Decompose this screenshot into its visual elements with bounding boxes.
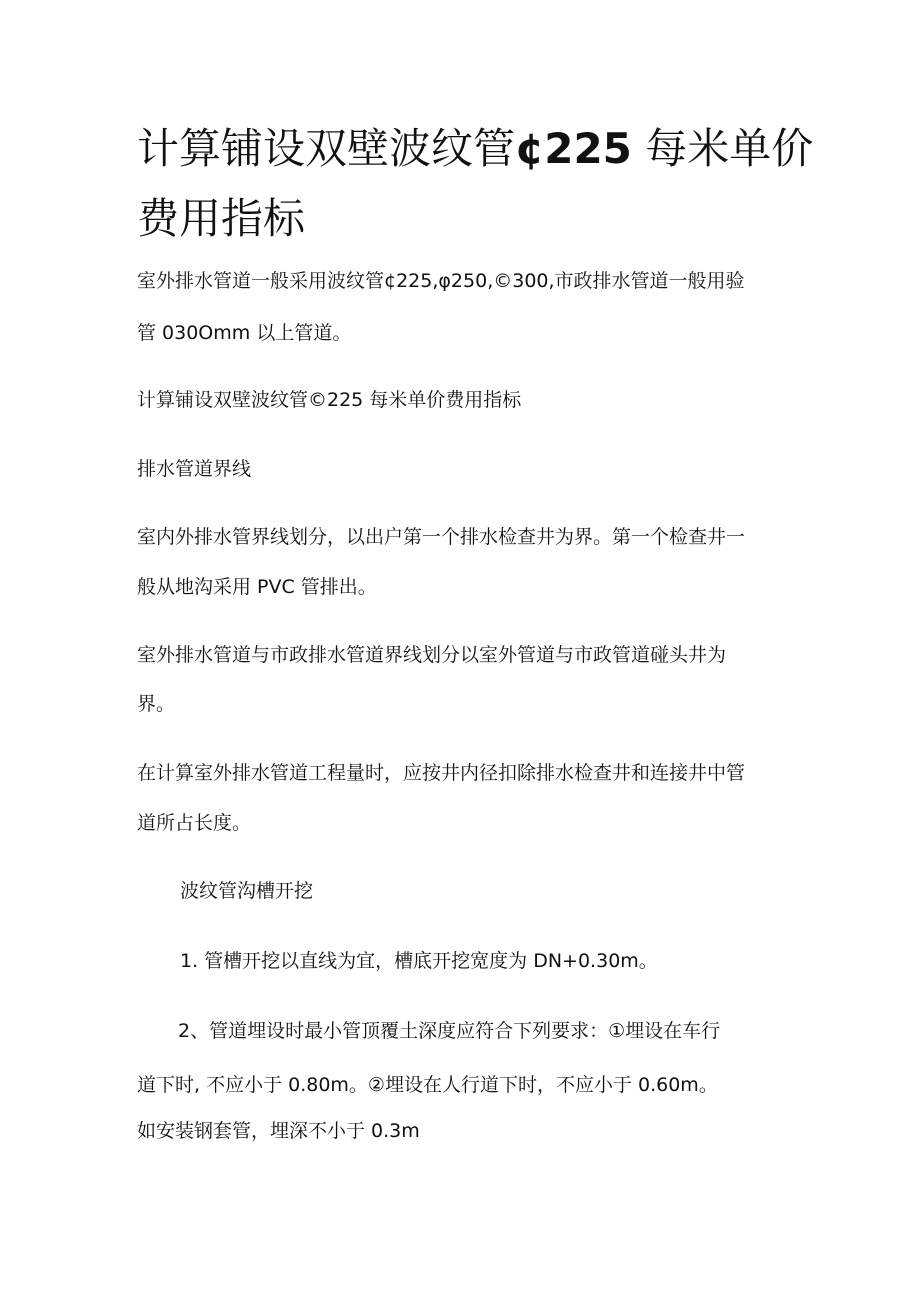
title-text-part-1: 计算铺设双壁波纹管 <box>137 124 516 173</box>
list-item-2-line-2: 道下时, 不应小于 0.80m。②埋设在人行道下时，不应小于 0.60m。 <box>137 1074 718 1096</box>
title-text-part-3: 每米单价 <box>631 124 814 173</box>
paragraph-line-9: 在计算室外排水管道工程量时，应按井内径扣除排水检查井和连接井中管 <box>137 762 746 784</box>
paragraph-line-10: 道所占长度。 <box>137 812 252 834</box>
list-item-1: 1. 管槽开挖以直线为宜，槽底开挖宽度为 DN+0.30m。 <box>180 950 658 972</box>
list-item-2-line-1: 2、管道埋设时最小管顶覆土深度应符合下列要求：①埋设在车行 <box>178 1020 721 1042</box>
section-heading-boundary: 排水管道界线 <box>137 458 252 480</box>
title-pipe-size: ¢225 <box>515 124 632 173</box>
document-title-line-2: 费用指标 <box>137 194 306 243</box>
list-item-2-line-3: 如安装钢套管，埋深不小于 0.3m <box>137 1120 420 1142</box>
paragraph-line-1: 室外排水管道一般采用波纹管¢225,φ250,©300,市政排水管道一般用验 <box>137 270 745 292</box>
section-heading-trench: 波纹管沟槽开挖 <box>180 880 314 902</box>
document-title-line-1 <box>137 118 814 180</box>
subtitle-line: 计算铺设双壁波纹管©225 每米单价费用指标 <box>137 389 522 411</box>
paragraph-line-2: 管 030Omm 以上管道。 <box>137 322 352 344</box>
paragraph-line-5: 室内外排水管界线划分，以出户第一个排水检查井为界。第一个检查井一 <box>137 526 746 548</box>
paragraph-line-6: 般从地沟采用 PVC 管排出。 <box>137 576 377 598</box>
paragraph-line-7: 室外排水管道与市政排水管道界线划分以室外管道与市政管道碰头井为 <box>137 644 727 666</box>
paragraph-line-8: 界。 <box>137 693 176 715</box>
